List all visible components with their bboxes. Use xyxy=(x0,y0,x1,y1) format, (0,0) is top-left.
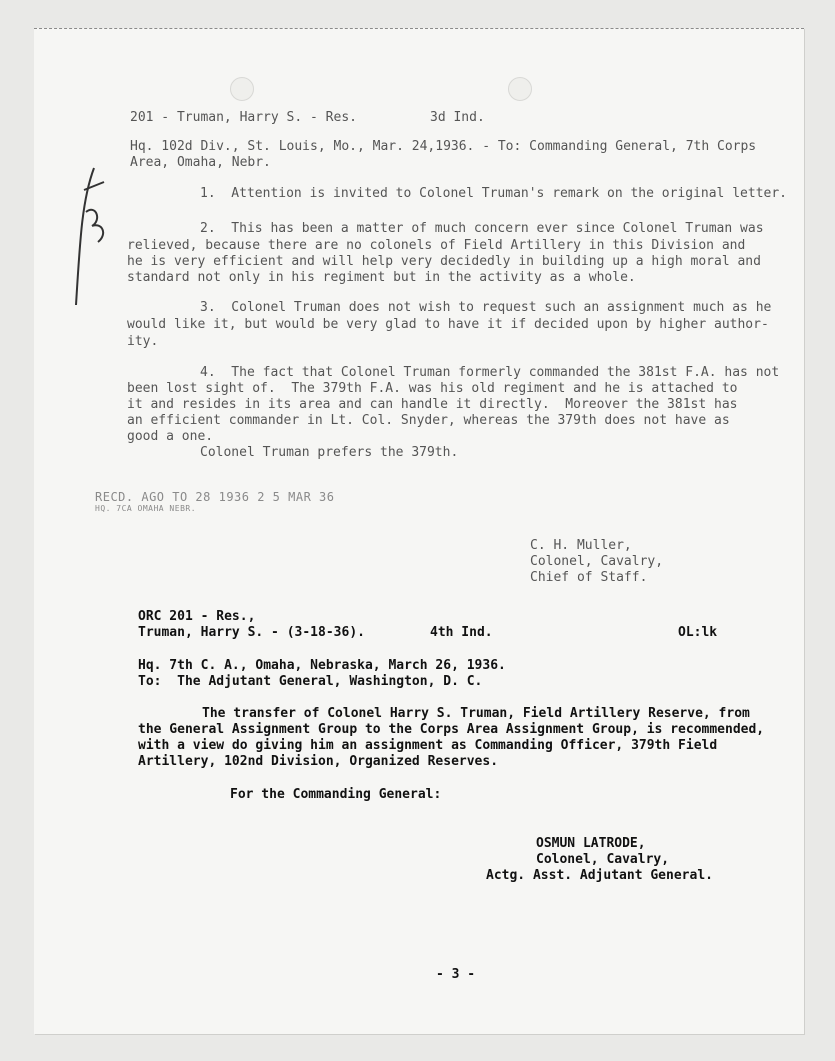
signature-line: Colonel, Cavalry, xyxy=(530,554,664,569)
indorsement-number: 4th Ind. xyxy=(430,625,493,640)
paragraph-line: 3. Colonel Truman does not wish to request such an assignment much as he xyxy=(200,300,772,315)
paragraph-line: standard not only in his regiment but in the activity as a whole. xyxy=(127,270,636,285)
paragraph-line: 2. This has been a matter of much concern ever since Colonel Truman was xyxy=(200,221,764,236)
paragraph-line: 4. The fact that Colonel Truman formerly commanded the 381st F.A. has not xyxy=(200,365,780,380)
punch-hole xyxy=(230,77,254,101)
typist-initials: OL:lk xyxy=(678,625,718,640)
signature-line: Colonel, Cavalry, xyxy=(536,852,670,867)
received-stamp: RECD. AGO TO 28 1936 2 5 MAR 36 HQ. 7CA OMAHA NEBR. xyxy=(95,490,335,513)
paragraph-line: Colonel Truman prefers the 379th. xyxy=(200,445,459,460)
paragraph-line: ity. xyxy=(127,334,159,349)
handwritten-initials xyxy=(72,160,112,310)
signature-line: OSMUN LATRODE, xyxy=(536,836,646,851)
body-line: The transfer of Colonel Harry S. Truman, Field Artillery Reserve, from xyxy=(202,706,750,721)
punch-hole xyxy=(508,77,532,101)
file-reference: ORC 201 - Res., xyxy=(138,609,256,624)
paragraph-line: would like it, but would be very glad to have it if decided upon by higher author- xyxy=(127,317,769,332)
signature-line: C. H. Muller, xyxy=(530,538,632,553)
file-reference: Truman, Harry S. - (3-18-36). xyxy=(138,625,365,640)
body-line: Artillery, 102nd Division, Organized Reserves. xyxy=(138,754,499,769)
paragraph-line: he is very efficient and will help very decidedly in building up a high moral and xyxy=(127,254,761,269)
signature-line: Actg. Asst. Adjutant General. xyxy=(486,868,713,883)
body-line: with a view do giving him an assignment as Commanding Officer, 379th Field xyxy=(138,738,718,753)
signature-line: Chief of Staff. xyxy=(530,570,648,585)
paragraph-line: relieved, because there are no colonels of Field Artillery in this Division and xyxy=(127,238,746,253)
indorsement-heading: To: The Adjutant General, Washington, D. C. xyxy=(138,674,483,689)
indorsement-number: 3d Ind. xyxy=(430,110,485,125)
paragraph-line: good a one. xyxy=(127,429,214,444)
paragraph-line: it and resides in its area and can handle it directly. Moreover the 381st has xyxy=(127,397,738,412)
closing-line: For the Commanding General: xyxy=(230,787,442,802)
body-line: the General Assignment Group to the Corps Area Assignment Group, is recommended, xyxy=(138,722,765,737)
indorsement-heading: Hq. 102d Div., St. Louis, Mo., Mar. 24,1936. - To: Commanding General, 7th Corps xyxy=(130,139,757,154)
file-reference: 201 - Truman, Harry S. - Res. xyxy=(130,110,357,125)
paragraph-line: an efficient commander in Lt. Col. Snyder, whereas the 379th does not have as xyxy=(127,413,730,428)
paragraph-line: been lost sight of. The 379th F.A. was his old regiment and he is attached to xyxy=(127,381,738,396)
paragraph-line: 1. Attention is invited to Colonel Truman's remark on the original letter. xyxy=(200,186,787,201)
indorsement-heading: Hq. 7th C. A., Omaha, Nebraska, March 26, 1936. xyxy=(138,658,506,673)
page-number: - 3 - xyxy=(436,967,476,982)
indorsement-heading: Area, Omaha, Nebr. xyxy=(130,155,271,170)
